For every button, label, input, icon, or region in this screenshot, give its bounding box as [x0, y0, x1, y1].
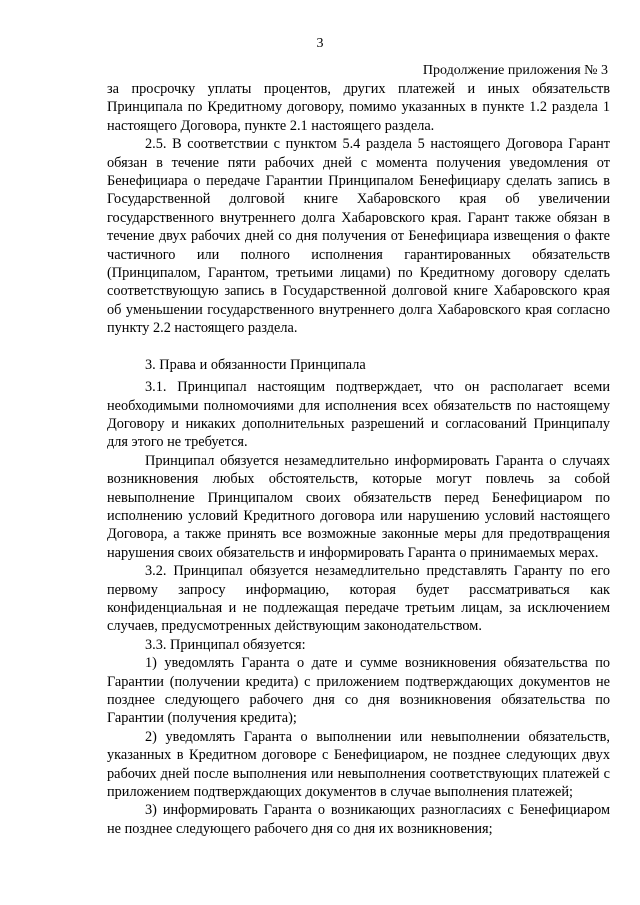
- document-body: [107, 80, 610, 838]
- list-item-3-3-2: 2) уведомлять Гаранта о выполнении или невыполнении обязательств, указанных в Кредитном договоре с Бенефициаром, не позднее следующих двух рабочих дней после выполнения или невыполнения соответствующих платежей с приложением подтверждающих документов в случае выполнения платежей;: [107, 728, 610, 801]
- list-item-3-3-3: 3) информировать Гаранта о возникающих разногласиях с Бенефициаром не позднее следующего рабочего дня со дня их возникновения;: [107, 802, 610, 837]
- paragraph-3-2: 3.2. Принципал обязуется незамедлительно представлять Гаранту по его первому запросу информацию, которая будет рассматриваться как конфиденциальная и не подлежащая передаче третьим лицам, за исключением случаев, предусмотренных действующим законодательством.: [107, 563, 610, 635]
- paragraph-3-1-obligation: Принципал обязуется незамедлительно информировать Гаранта о случаях возникновения любых обстоятельств, которые могут повлечь за собой невыполнение Принципалом своих обязательств перед Бенефициаром по исполнению условий Кредитного договора или нарушению условий настоящего Договора, а также принять все возможные законные меры для предотвращения нарушения своих обязательств и информировать Гаранта о принимаемых мерах.: [107, 452, 610, 561]
- section-3-heading: 3. Права и обязанности Принципала: [145, 356, 366, 373]
- appendix-continuation-note: Продолжение приложения № 3: [422, 63, 608, 78]
- page-number: 3: [316, 36, 324, 51]
- paragraph-2-5: 2.5. В соответствии с пунктом 5.4 раздела 5 настоящего Договора Гарант обязан в течение пяти рабочих дней с момента получения уведомления от Бенефициара о передаче Гарантии Принципалом Бенефициару сделать запись в Государственной долговой книге Хабаровского края об увеличении государственного внутреннего долга Хабаровского края. Гарант также обязан в течение двух рабочих дней со дня получения от Бенефициара извещения о факте частичного или полного исполнения гарантированных обязательств (Принципалом, Гарантом, третьими лицами) по Кредитному договору сделать соответствующую запись в Государственной долговой книге Хабаровского края об уменьшении государственного внутреннего долга Хабаровского края согласно пункту 2.2 настоящего раздела.: [107, 136, 610, 337]
- paragraph-continuation: за просрочку уплаты процентов, других платежей и иных обязательств Принципала по Кредитному договору, помимо указанных в пункте 1.2 раздела 1 настоящего Договора, пункте 2.1 настоящего раздела.: [107, 81, 610, 134]
- list-item-3-3-1: 1) уведомлять Гаранта о дате и сумме возникновения обязательства по Гарантии (получении кредита) с приложением подтверждающих документов не позднее следующего рабочего дня со дня возникновения обязательства по Гарантии (получения кредита);: [107, 655, 610, 727]
- paragraph-3-1: 3.1. Принципал настоящим подтверждает, что он располагает всеми необходимыми полномочиями для исполнения всех обязательств по настоящему Договору и никаких дополнительных разрешений и согласований Принципалу для этого не требуется.: [107, 379, 610, 451]
- paragraph-3-3: 3.3. Принципал обязуется:: [145, 636, 306, 653]
